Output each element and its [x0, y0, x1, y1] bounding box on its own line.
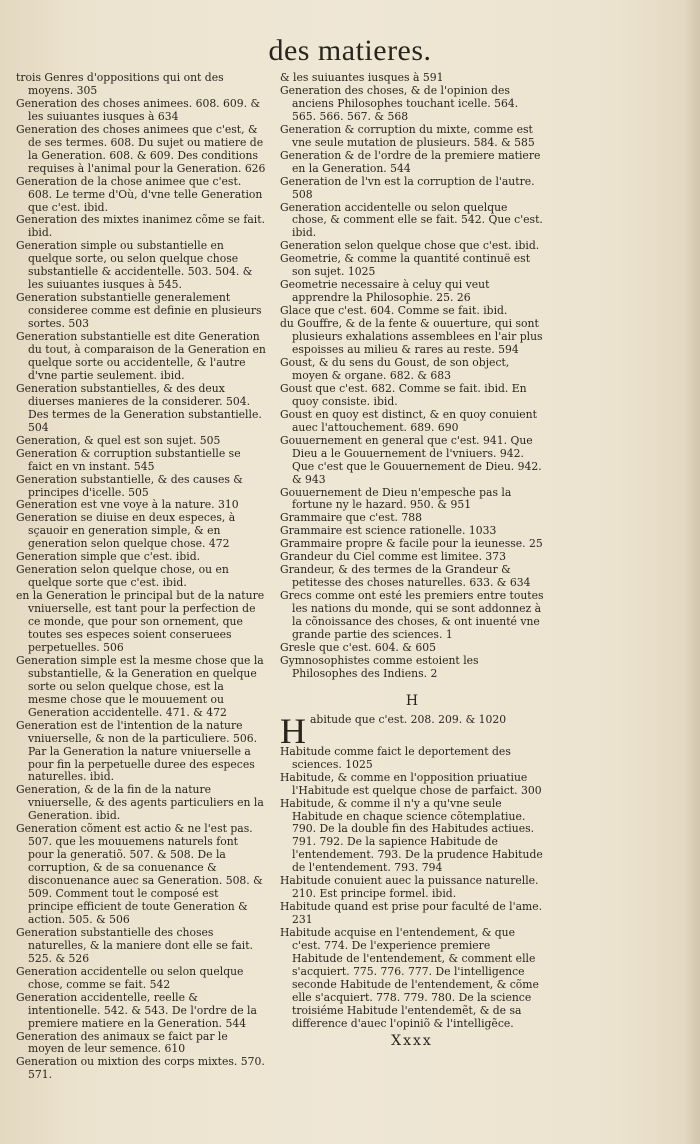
index-entry — [280, 714, 544, 746]
page-edge-shadow — [684, 0, 700, 1144]
index-entry: Habitude conuient auec la puissance naturelle. 210. Est principe formel. ibid. — [280, 875, 539, 901]
index-entry: Habitude acquise en l'entendement, & que c'est. 774. De l'experience premiere Habitude de l'entendement, & comment elle s'acquiert. 775. 776. 777. De l'intelligence seconde Habitude de l'entendement, & cõme elle s'acquiert. 778. 779. 780. De la science troisiéme Habitude l'entendemẽt, & de sa difference d'auec l'opiniõ & l'intelligẽce. — [280, 927, 539, 1030]
index-entry: Generation des mixtes inanimez cõme se fait. ibid. — [16, 214, 266, 240]
index-entry: Gymnosophistes comme estoient les Philosophes des Indiens. 2 — [280, 654, 479, 680]
index-entry: & les suiuantes iusques à 591 — [280, 72, 444, 84]
index-entry: Grammaire propre & facile pour la ieunesse. 25 — [280, 538, 543, 551]
page-header: des matieres. — [268, 34, 432, 67]
index-entry: Generation accidentelle ou selon quelque chose, comme se fait. 542 — [16, 965, 244, 991]
index-entry: Generation accidentelle ou selon quelque chose, & comment elle se fait. 542. Que c'est. ibid. — [280, 201, 543, 240]
index-entry: Generation substantielle generalement consideree comme est definie en plusieurs sortes. 503 — [16, 292, 262, 331]
index-entry: Generation simple que c'est. ibid. — [16, 551, 201, 564]
entry-text: abitude que c'est. 208. 209. & 1020 — [310, 713, 507, 726]
dropcap-h: H — [280, 713, 306, 746]
index-entry: Grandeur du Ciel comme est limitee. 373 — [280, 551, 507, 564]
index-entry: Generation substantielles, & des deux diuerses manieres de la considerer. 504. Des termes de la Generation substantielle. 504 — [16, 382, 262, 434]
index-entry: Generation ou mixtion des corps mixtes. 570. 571. — [16, 1056, 265, 1082]
index-entry: Generation des choses animees. 608. 609. & les suiuantes iusques à 634 — [16, 97, 261, 123]
index-entry: Generation selon quelque chose que c'est. ibid. — [280, 240, 540, 253]
index-entry: Generation simple est la mesme chose que la substantielle, & la Generation en quelque sorte ou selon quelque chose, est la mesme chose que le mouuement ou Generation accidentelle. 471. & 472 — [16, 654, 264, 719]
index-entry: Generation est vne voye à la nature. 310 — [16, 499, 239, 512]
index-entry: Goust, & du sens du Goust, de son object, moyen & organe. 682. & 683 — [280, 356, 510, 382]
index-entry: Generation & de l'ordre de la premiere matiere en la Generation. 544 — [280, 149, 541, 175]
index-entry: Generation des choses animees que c'est, & de ses termes. 608. Du sujet ou matiere de la Generation. 608. & 609. Des conditions requises à l'animal pour la Generation. 626 — [16, 123, 266, 175]
index-entry: Generation des animaux se faict par le moyen de leur semence. 610 — [16, 1030, 228, 1056]
index-entry: Generation de l'vn est la corruption de l'autre. 508 — [280, 175, 535, 201]
index-entry: Gouuernement en general que c'est. 941. Que Dieu a le Gouuernement de l'vniuers. 942. Que c'est que le Gouuernement de Dieu. 942. & 943 — [280, 434, 542, 486]
signature-mark: Xxxx — [391, 1032, 433, 1049]
index-entry: Habitude quand est prise pour faculté de l'ame. 231 — [280, 901, 543, 927]
index-entry: Generation des choses, & de l'opinion des anciens Philosophes touchant icelle. 564. 565. 566. 567. & 568 — [280, 84, 519, 123]
index-entry: Generation est de l'intention de la nature vniuerselle, & non de la particuliere. 506. Par la Generation la nature vniuerselle a pour fin la perpetuelle duree des especes naturelles. ibid. — [16, 719, 258, 784]
index-entry: Generation se diuise en deux especes, à sçauoir en generation simple, & en generation selon quelque chose. 472 — [16, 512, 236, 551]
section-letter-h: H — [405, 692, 419, 709]
index-entry: Geometrie necessaire à celuy qui veut apprendre la Philosophie. 25. 26 — [280, 279, 490, 305]
index-entry: Gouuernement de Dieu n'empesche pas la fortune ny le hazard. 950. & 951 — [280, 486, 512, 512]
index-entry: Habitude, & comme en l'opposition priuatiue l'Habitude est quelque chose de parfaict. 300 — [280, 771, 542, 797]
section-h-block — [280, 714, 544, 1031]
index-entry: Habitude comme faict le deportement des sciences. 1025 — [280, 745, 511, 771]
index-entry: Generation, & de la fin de la nature vniuerselle, & des agents particuliers en la Generation. ibid. — [16, 784, 264, 823]
index-entry: Habitude, & comme il n'y a qu'vne seule Habitude en chaque science cõtemplatiue. 790. De la double fin des Habitudes actiues. 791. 792. De la sapience Habitude de l'entendement. 793. De la prudence Habitude de l'entendement. 793. 794 — [280, 797, 543, 875]
index-entry: Generation substantielle, & des causes & principes d'icelle. 505 — [16, 473, 243, 499]
index-entry: Generation & corruption substantielle se faict en vn instant. 545 — [16, 447, 241, 473]
right-column — [280, 72, 544, 1048]
index-entry: Generation simple ou substantielle en quelque sorte, ou selon quelque chose substantielle & accidentelle. 503. 504. & les suiuantes iusques à 545. — [16, 240, 253, 292]
index-entry: Generation, & quel est son sujet. 505 — [16, 434, 221, 447]
index-entry: Gresle que c'est. 604. & 605 — [280, 641, 436, 654]
index-entry: Geometrie, & comme la quantité continuë est son sujet. 1025 — [280, 253, 531, 279]
index-entry: Goust en quoy est distinct, & en quoy conuient auec l'attouchement. 689. 690 — [280, 408, 537, 434]
index-entry: Generation & corruption du mixte, comme est vne seule mutation de plusieurs. 584. & 585 — [280, 123, 535, 149]
left-column — [16, 72, 266, 1082]
index-entry: en la Generation le principal but de la nature vniuerselle, est tant pour la perfection de ce monde, que pour son ornement, que toutes ses especes soient conseruees perpetuelles. 506 — [16, 590, 265, 654]
index-entry: trois Genres d'oppositions qui ont des moyens. 305 — [16, 72, 224, 97]
index-entry: Generation substantielle est dite Generation du tout, à comparaison de la Generation en quelque sorte ou accidentelle, & l'autre d'vne partie seulement. ibid. — [16, 331, 266, 382]
index-entry: Generation cõment est actio & ne l'est pas. 507. que les mouuemens naturels font pour la generatiõ. 507. & 508. De la corruption, & de sa conuenance & disconuenance auec sa Generation. 508. & 509. Comment tout le composé est principe efficient de toute Generation & action. 505. & 506 — [16, 823, 263, 926]
section-h-entries — [280, 746, 544, 1031]
index-entry: du Gouffre, & de la fente & ouuerture, qui sont plusieurs exhalations assemblees en l'air plus espoisses au milieu & rares au reste. 594 — [280, 318, 543, 357]
index-entry: Generation selon quelque chose, ou en quelque sorte que c'est. ibid. — [16, 564, 229, 590]
index-entry: Grammaire que c'est. 788 — [280, 512, 423, 525]
index-entry: Grammaire est science rationelle. 1033 — [280, 525, 497, 538]
right-column-entries — [280, 72, 544, 681]
index-entry: Goust que c'est. 682. Comme se fait. ibid. En quoy consiste. ibid. — [280, 382, 527, 408]
index-entry: Generation substantielle des choses naturelles, & la maniere dont elle se fait. 525. & 526 — [16, 926, 254, 965]
index-entry: Grandeur, & des termes de la Grandeur & petitesse des choses naturelles. 633. & 634 — [280, 564, 531, 590]
index-entry: Generation de la chose animee que c'est. 608. Le terme d'Où, d'vne telle Generation que c'est. ibid. — [16, 175, 263, 214]
index-entry: Glace que c'est. 604. Comme se fait. ibid. — [280, 305, 508, 318]
index-entry: Grecs comme ont esté les premiers entre toutes les nations du monde, qui se sont addonnez à la cõnoissance des choses, & ont inuenté vne grande partie des sciences. 1 — [280, 590, 544, 641]
index-entry: Generation accidentelle, reelle & intentionelle. 542. & 543. De l'ordre de la premiere matiere en la Generation. 544 — [16, 991, 257, 1030]
